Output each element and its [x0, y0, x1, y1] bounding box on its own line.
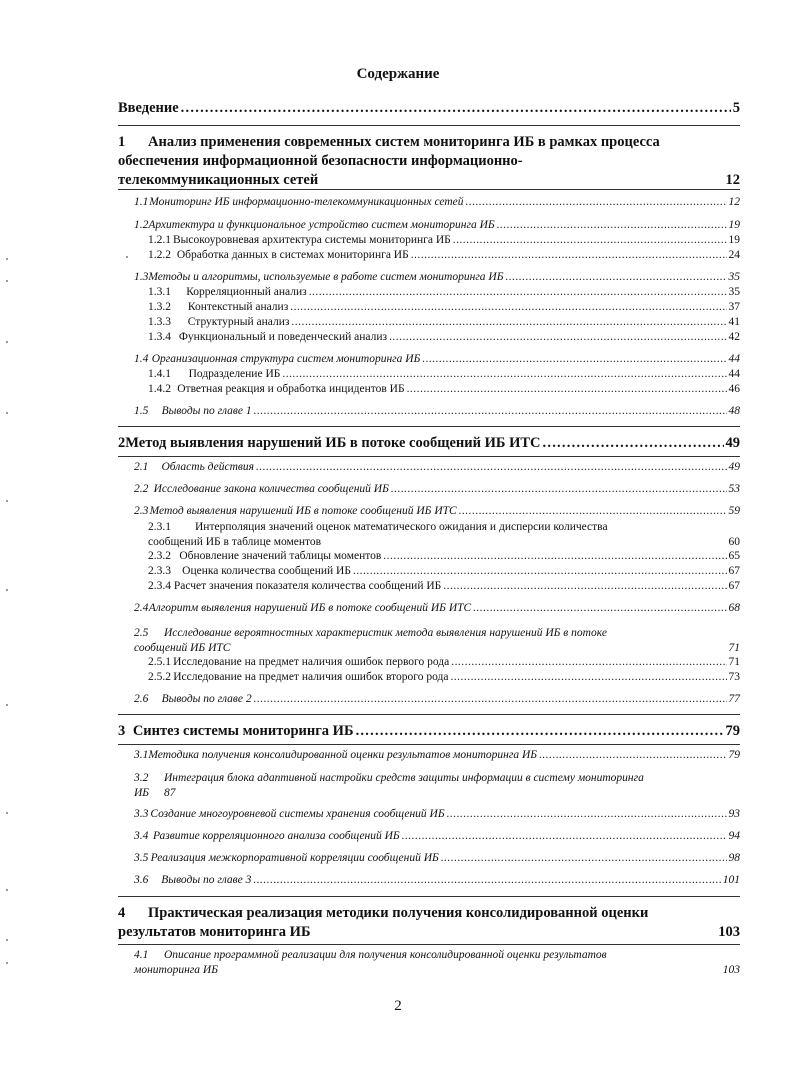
toc-chapter-3[interactable]: [118, 723, 740, 740]
toc-entry-intro[interactable]: [118, 100, 740, 117]
section-number: 2.2: [134, 483, 149, 495]
dot-leader: [473, 602, 726, 614]
divider: [118, 125, 740, 126]
scan-speck: [6, 258, 8, 260]
toc-entry-3-5[interactable]: [134, 852, 740, 864]
dot-leader: [291, 316, 726, 328]
toc-label: Корреляционный анализ: [186, 286, 307, 298]
scan-speck: [6, 341, 8, 343]
section-number: 1.3.4: [148, 331, 171, 343]
toc-label: Развитие корреляционного анализа сообщений ИБ: [152, 830, 400, 842]
dot-leader: [254, 405, 727, 417]
toc-entry-3-2[interactable]: [134, 771, 740, 801]
toc-entry-2-5-2[interactable]: [148, 671, 740, 683]
toc-page: 73: [728, 671, 740, 683]
section-number: 2.5: [134, 627, 149, 639]
section-number: 1.2.1: [148, 234, 171, 246]
dot-leader: [543, 435, 724, 452]
toc-page: 12: [728, 196, 740, 208]
section-number: 1.3: [134, 271, 149, 283]
section-number: 1.5: [134, 405, 149, 417]
dot-leader: [356, 723, 724, 740]
dot-leader: [539, 749, 726, 761]
toc-label: Ответная реакция и обработка инцидентов ИБ: [177, 383, 405, 395]
section-number: 1.3.1: [148, 286, 171, 298]
toc-label: Алгоритм выявления нарушений ИБ в потоке сообщений ИБ ИТС: [148, 602, 472, 614]
toc-entry-1-3-3[interactable]: [148, 316, 740, 328]
divider: [118, 189, 740, 190]
toc-page: 53: [728, 483, 740, 495]
scan-speck: [126, 256, 128, 258]
toc-chapter-2[interactable]: [118, 435, 740, 452]
dot-leader: [282, 368, 726, 380]
toc-page: 19: [728, 219, 740, 231]
section-number: 1.3.3: [148, 316, 171, 328]
toc-entry-2-3[interactable]: [134, 505, 740, 517]
toc-entry-2-6[interactable]: [134, 693, 740, 705]
toc-entry-3-4[interactable]: [134, 830, 740, 842]
dot-leader: [506, 271, 727, 283]
toc-page: 48: [728, 405, 740, 417]
scan-speck: [6, 939, 8, 941]
section-number: 1.4.1: [148, 368, 171, 380]
dot-leader: [391, 483, 727, 495]
dot-leader: [309, 286, 727, 298]
toc-page: 71: [728, 642, 740, 654]
toc-page: 79: [728, 749, 740, 761]
toc-entry-1-4[interactable]: [134, 353, 740, 365]
dot-leader: [466, 196, 727, 208]
chapter-title-line1: Практическая реализация методики получения консолидированной оценки: [148, 905, 649, 921]
toc-page: 37: [728, 301, 740, 313]
chapter-number: 1: [118, 134, 126, 150]
toc-page: 44: [728, 368, 740, 380]
toc-label: Архитектура и функциональное устройство систем мониторинга ИБ: [148, 219, 495, 231]
scan-speck: [6, 280, 8, 282]
toc-label-line2: сообщений ИБ ИТС: [134, 642, 231, 654]
toc-label-line1: Исследование вероятностных характеристик метода выявления нарушений ИБ в потоке: [164, 627, 607, 639]
toc-entry-2-3-3[interactable]: [148, 565, 740, 577]
toc-entry-1-1[interactable]: [134, 196, 740, 208]
toc-entry-2-3-2[interactable]: [148, 550, 740, 562]
toc-page: 94: [728, 830, 740, 842]
section-number: 1.2.2: [148, 249, 171, 261]
toc-label: Введение: [118, 100, 179, 116]
toc-page: 93: [728, 808, 740, 820]
toc-page: 12: [725, 172, 740, 188]
page-title: Содержание: [356, 66, 440, 82]
toc-page: 77: [728, 693, 740, 705]
dot-leader: [389, 331, 726, 343]
divider: [118, 714, 740, 715]
toc-page: 98: [728, 852, 740, 864]
dot-leader: [497, 219, 727, 231]
toc-chapter-1[interactable]: [118, 133, 740, 190]
chapter-title-line2: обеспечения информационной безопасности информационно-: [118, 153, 523, 169]
toc-entry-3-6[interactable]: [134, 874, 740, 886]
toc-page: 42: [728, 331, 740, 343]
toc-page: 87: [164, 787, 176, 799]
toc-entry-1-2-2[interactable]: [148, 249, 740, 261]
divider: [118, 944, 740, 945]
toc-label-line2: мониторинга ИБ: [134, 964, 219, 976]
section-number: 4.1: [134, 949, 149, 961]
toc-page: 46: [728, 383, 740, 395]
divider: [118, 896, 740, 897]
dot-leader: [443, 580, 726, 592]
divider: [118, 456, 740, 457]
toc-entry-1-4-1[interactable]: [148, 368, 740, 380]
toc-entry-2-1[interactable]: [134, 461, 740, 473]
section-number: 1.4: [134, 353, 149, 365]
chapter-number: 3: [118, 723, 126, 739]
section-number: 2.5.2: [148, 671, 171, 683]
section-number: 2.3: [134, 505, 149, 517]
dot-leader: [353, 565, 727, 577]
toc-entry-1-2-1[interactable]: [148, 234, 740, 246]
section-number: 2.3.4: [148, 580, 171, 592]
toc-label: Высокоуровневая архитектура системы мониторинга ИБ: [173, 234, 451, 246]
toc-label: Контекстный анализ: [187, 301, 289, 313]
toc-page: 101: [722, 874, 740, 886]
toc-label-line1: Интеграция блока адаптивной настройки средств защиты информации в систему мониторинга: [164, 772, 644, 784]
toc-entry-1-2[interactable]: [134, 219, 740, 231]
toc-label: Методика получения консолидированной оценки результатов мониторинга ИБ: [148, 749, 538, 761]
dot-leader: [256, 461, 727, 473]
section-number: 3.2: [134, 772, 149, 784]
toc-entry-1-4-2[interactable]: [148, 383, 740, 395]
toc-page: 41: [728, 316, 740, 328]
toc-label: Методы и алгоритмы, используемые в работе систем мониторинга ИБ: [148, 271, 504, 283]
toc-page: 79: [725, 723, 740, 739]
toc-entry-2-4[interactable]: [134, 602, 740, 614]
toc-label: Реализация межкорпоративной корреляции сообщений ИБ: [150, 852, 439, 864]
toc-entry-2-3-4[interactable]: [148, 580, 740, 592]
dot-leader: [181, 100, 731, 117]
dot-leader: [453, 234, 727, 246]
toc-page: 49: [728, 461, 740, 473]
dot-leader: [253, 874, 720, 886]
toc-label: Выводы по главе 3: [161, 874, 252, 886]
toc-entry-2-5[interactable]: [134, 626, 740, 656]
toc-entry-4-1[interactable]: [134, 948, 740, 978]
divider: [118, 426, 740, 427]
toc-page: 35: [728, 271, 740, 283]
dot-leader: [411, 249, 727, 261]
toc-label: Подразделение ИБ: [188, 368, 281, 380]
toc-label: Исследование на предмет наличия ошибок второго рода: [173, 671, 449, 683]
toc-label-line2: ИБ: [134, 787, 150, 799]
section-number: 2.4: [134, 602, 149, 614]
toc-label: Организационная структура систем мониторинга ИБ: [151, 353, 421, 365]
toc-label: Обработка данных в системах мониторинга ИБ: [176, 249, 409, 261]
dot-leader: [383, 550, 726, 562]
scan-speck: [6, 889, 8, 891]
toc-page: 44: [728, 353, 740, 365]
toc-page: 68: [728, 602, 740, 614]
scan-speck: [6, 812, 8, 814]
dot-leader: [451, 656, 726, 668]
dot-leader: [450, 671, 726, 683]
section-number: 2.5.1: [148, 656, 171, 668]
toc-page: 67: [728, 580, 740, 592]
toc-entry-1-3-2[interactable]: [148, 301, 740, 313]
toc-page: 24: [728, 249, 740, 261]
chapter-title-line2: результатов мониторинга ИБ: [118, 924, 311, 940]
toc-page: 65: [728, 550, 740, 562]
section-number: 1.1: [134, 196, 149, 208]
toc-label-line1: Интерполяция значений оценок математического ожидания и дисперсии количества: [195, 521, 608, 533]
section-number: 3.1: [134, 749, 149, 761]
dot-leader: [459, 505, 727, 517]
page-number: 2: [394, 998, 402, 1014]
dot-leader: [441, 852, 727, 864]
section-number: 1.4.2: [148, 383, 171, 395]
scan-speck: [6, 962, 8, 964]
scan-speck: [6, 589, 8, 591]
toc-label: Исследование закона количества сообщений ИБ: [153, 483, 389, 495]
toc-entry-3-3[interactable]: [134, 808, 740, 820]
toc-page: 103: [718, 924, 740, 940]
toc-page: 5: [732, 100, 740, 116]
toc-label-line1: Описание программной реализации для получения консолидированной оценки результатов: [164, 949, 607, 961]
chapter-title-line1: Анализ применения современных систем мониторинга ИБ в рамках процесса: [148, 134, 660, 150]
toc-label-line2: сообщений ИБ в таблице моментов: [148, 536, 322, 548]
scan-speck: [6, 704, 8, 706]
toc-label: Мониторинг ИБ информационно-телекоммуникационных сетей: [149, 196, 464, 208]
toc-label: Метод выявления нарушений ИБ в потоке сообщений ИБ ИТС: [125, 435, 541, 451]
dot-leader: [254, 693, 727, 705]
toc-entry-1-5[interactable]: [134, 405, 740, 417]
section-number: 1.3.2: [148, 301, 171, 313]
toc-entry-3-1[interactable]: [134, 749, 740, 761]
toc-page: 59: [728, 505, 740, 517]
section-number: 2.3.2: [148, 550, 171, 562]
toc-page: 71: [728, 656, 740, 668]
scan-speck: [6, 412, 8, 414]
toc-label: Выводы по главе 2: [161, 693, 252, 705]
section-number: 2.6: [134, 693, 149, 705]
toc-label: Создание многоуровневой системы хранения сообщений ИБ: [150, 808, 445, 820]
toc-entry-2-5-1[interactable]: [148, 656, 740, 668]
dot-leader: [447, 808, 727, 820]
section-number: 1.2: [134, 219, 149, 231]
section-number: 3.3: [134, 808, 149, 820]
dot-leader: [407, 383, 727, 395]
section-number: 2.1: [134, 461, 149, 473]
scan-speck: [6, 500, 8, 502]
toc-page: 67: [728, 565, 740, 577]
toc-chapter-4[interactable]: [118, 904, 740, 942]
dot-leader: [422, 353, 726, 365]
toc-entry-1-3-1[interactable]: [148, 286, 740, 298]
toc-page: 103: [722, 964, 740, 976]
toc-label: Структурный анализ: [187, 316, 290, 328]
toc-entry-2-2[interactable]: [134, 483, 740, 495]
toc-entry-1-3[interactable]: [134, 271, 740, 283]
section-number: 3.6: [134, 874, 149, 886]
toc-entry-2-3-1[interactable]: [148, 520, 740, 550]
toc-entry-1-3-4[interactable]: [148, 331, 740, 343]
toc-label: Метод выявления нарушений ИБ в потоке сообщений ИБ ИТС: [149, 505, 457, 517]
toc-page: 49: [725, 435, 740, 451]
section-number: 2.3.1: [148, 521, 171, 533]
section-number: 2.3.3: [148, 565, 171, 577]
section-number: 3.5: [134, 852, 149, 864]
dot-leader: [402, 830, 727, 842]
toc-page: 35: [728, 286, 740, 298]
toc-page: 60: [728, 536, 740, 548]
toc-label: Расчет значения показателя количества сообщений ИБ: [173, 580, 442, 592]
toc-label: Выводы по главе 1: [161, 405, 252, 417]
toc-label: Синтез системы мониторинга ИБ: [132, 723, 354, 739]
divider: [118, 744, 740, 745]
section-number: 3.4: [134, 830, 149, 842]
chapter-number: 2: [118, 435, 126, 451]
chapter-title-line3: телекоммуникационных сетей: [118, 172, 319, 188]
toc-label: Исследование на предмет наличия ошибок первого рода: [173, 656, 450, 668]
dot-leader: [290, 301, 726, 313]
toc-label: Функциональный и поведенческий анализ: [178, 331, 388, 343]
chapter-number: 4: [118, 905, 126, 921]
toc-page: 19: [728, 234, 740, 246]
toc-label: Обновление значений таблицы моментов: [179, 550, 382, 562]
toc-label: Оценка количества сообщений ИБ: [182, 565, 351, 577]
toc-label: Область действия: [161, 461, 254, 473]
